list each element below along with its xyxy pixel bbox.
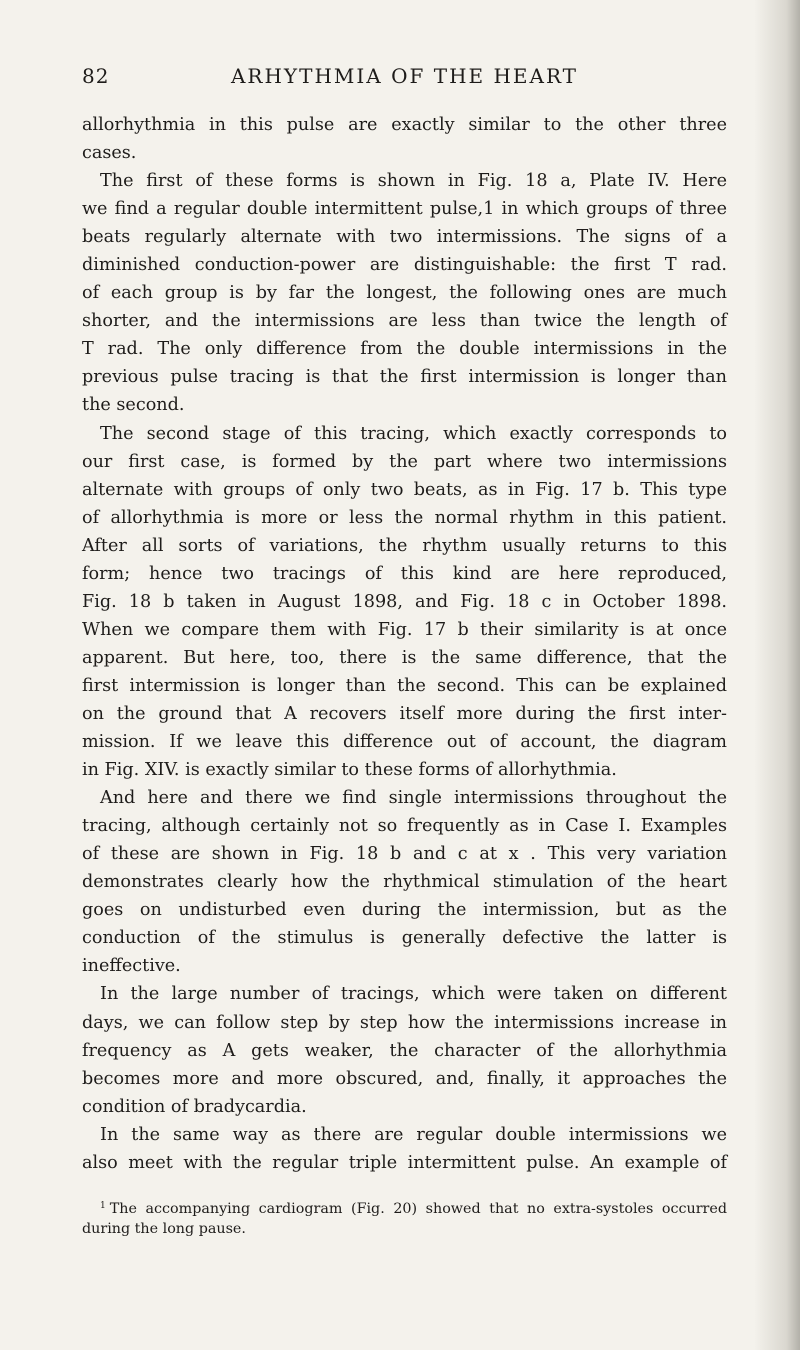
paragraph-start: The second stage of this tracing, which exactly corresponds to xyxy=(100,423,727,444)
footnote-text: The accompanying cardiogram (Fig. 20) showed that no extra-systoles occurred xyxy=(109,1201,727,1217)
text-line: on the ground that A recovers itself more during the first inter- xyxy=(82,703,727,724)
paragraph-start: The first of these forms is shown in Fig. 18 a, Plate IV. Here xyxy=(100,171,727,192)
text-line: When we compare them with Fig. 17 b their similarity is at once xyxy=(82,619,727,640)
body-text xyxy=(82,111,727,1177)
text-line: shorter, and the intermissions are less than twice the length of xyxy=(82,311,727,332)
paragraph-start: In the large number of tracings, which were taken on different xyxy=(100,984,727,1005)
footnote-line: during the long pause. xyxy=(82,1221,246,1237)
text-line: of these are shown in Fig. 18 b and c at x . This very variation xyxy=(82,844,727,865)
text-line: also meet with the regular triple intermittent pulse. An example of xyxy=(82,1152,727,1173)
text-line: of each group is by far the longest, the following ones are much xyxy=(82,283,727,304)
paragraph-start: In the same way as there are regular double intermissions we xyxy=(100,1124,727,1145)
text-line: mission. If we leave this difference out of account, the diagram xyxy=(82,732,727,753)
text-line: goes on undisturbed even during the intermission, but as the xyxy=(82,900,727,921)
running-title: ARHYTHMIA OF THE HEART xyxy=(230,64,578,88)
text-line: tracing, although certainly not so frequently as in Case I. Examples xyxy=(82,816,727,837)
text-line: in Fig. XIV. is exactly similar to these forms of allorhythmia. xyxy=(82,760,617,781)
text-line: days, we can follow step by step how the intermissions increase in xyxy=(82,1012,727,1033)
text-line: conduction of the stimulus is generally defective the latter is xyxy=(82,928,727,949)
text-line: cases. xyxy=(82,143,137,164)
text-line: our first case, is formed by the part where two intermissions xyxy=(82,451,727,472)
footnote-marker: 1 xyxy=(100,1201,106,1211)
text-line: After all sorts of variations, the rhythm usually returns to this xyxy=(82,535,727,556)
text-line: allorhythmia in this pulse are exactly similar to the other three xyxy=(82,115,727,135)
footnote xyxy=(82,1199,727,1239)
text-line: first intermission is longer than the second. This can be explained xyxy=(82,675,727,696)
text-line: condition of bradycardia. xyxy=(82,1096,307,1117)
text-line: ineffective. xyxy=(82,956,181,977)
text-line: diminished conduction-power are distinguishable: the first T rad. xyxy=(82,255,727,276)
page-header xyxy=(82,64,727,94)
text-line: T rad. The only difference from the double intermissions in the xyxy=(82,339,727,360)
text-line: previous pulse tracing is that the first intermission is longer than xyxy=(82,367,727,388)
footnote-line xyxy=(82,1199,727,1219)
text-line: frequency as A gets weaker, the character of the allorhythmia xyxy=(82,1040,727,1061)
page-number: 82 xyxy=(82,64,110,88)
text-line: Fig. 18 b taken in August 1898, and Fig. 18 c in October 1898. xyxy=(82,591,727,612)
paragraph-start: And here and there we find single intermissions throughout the xyxy=(100,788,727,809)
text-line: becomes more and more obscured, and, finally, it approaches the xyxy=(82,1068,727,1089)
text-line: apparent. But here, too, there is the same difference, that the xyxy=(82,647,727,668)
text-line: the second. xyxy=(82,395,185,416)
text-line: demonstrates clearly how the rhythmical stimulation of the heart xyxy=(82,872,727,893)
text-line: beats regularly alternate with two intermissions. The signs of a xyxy=(82,227,727,248)
text-line: of allorhythmia is more or less the normal rhythm in this patient. xyxy=(82,507,727,528)
text-line: alternate with groups of only two beats, as in Fig. 17 b. This type xyxy=(82,479,727,500)
page-edge-shadow xyxy=(754,0,800,1350)
text-line: form; hence two tracings of this kind are here reproduced, xyxy=(82,563,727,584)
text-line: we find a regular double intermittent pulse,1 in which groups of three xyxy=(82,199,727,220)
